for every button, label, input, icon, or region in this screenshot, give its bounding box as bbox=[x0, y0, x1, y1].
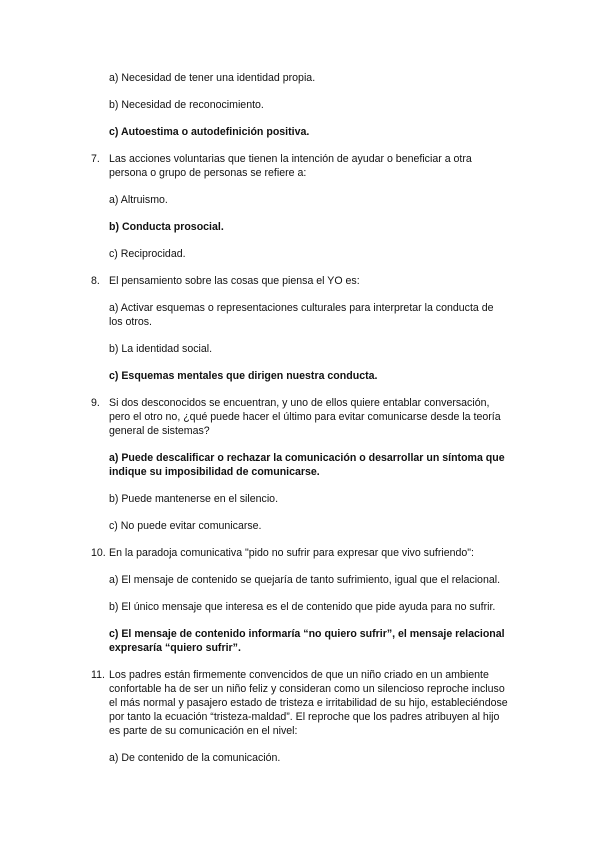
option-b-answer: b) Conducta prosocial. bbox=[109, 221, 224, 233]
question-text: En la paradoja comunicativa "pido no sufrir para expresar que vivo sufriendo": bbox=[109, 547, 474, 559]
option-a: los otros. bbox=[109, 316, 152, 328]
question-text: el más normal y pasajero estado de tristeza e irritabilidad de su hijo, estableciéndose bbox=[109, 697, 508, 709]
option-c: c) No puede evitar comunicarse. bbox=[109, 520, 262, 532]
question-text: por tanto la ecuación “tristeza-maldad”. El reproche que los padres atribuyen al hijo bbox=[109, 711, 500, 723]
option-c-answer: expresaría “quiero sufrir”. bbox=[109, 642, 241, 654]
option-b: b) Puede mantenerse en el silencio. bbox=[109, 493, 279, 505]
option-a: a) El mensaje de contenido se quejaría de tanto sufrimiento, igual que el relacional. bbox=[109, 574, 501, 586]
option-c-answer: c) El mensaje de contenido informaría “no quiero sufrir”, el mensaje relacional bbox=[109, 628, 505, 640]
question-number: 9. bbox=[91, 397, 100, 409]
option-a: a) Altruismo. bbox=[109, 194, 168, 206]
question-text: pero el otro no, ¿qué puede hacer el último para evitar comunicarse desde la teoría bbox=[109, 411, 501, 423]
question-text: El pensamiento sobre las cosas que piensa el YO es: bbox=[109, 275, 360, 287]
option-b: b) Necesidad de reconocimiento. bbox=[109, 99, 264, 111]
question-text: general de sistemas? bbox=[109, 425, 210, 437]
question-number: 8. bbox=[91, 275, 100, 287]
question-number: 10. bbox=[91, 547, 106, 559]
question-text: es parte de su comunicación en el nivel: bbox=[109, 725, 298, 737]
option-a: a) Activar esquemas o representaciones culturales para interpretar la conducta de bbox=[109, 302, 494, 314]
question-text: persona o grupo de personas se refiere a: bbox=[109, 167, 307, 179]
option-c-answer: c) Autoestima o autodefinición positiva. bbox=[109, 126, 310, 138]
option-a: a) Necesidad de tener una identidad propia. bbox=[109, 72, 316, 84]
option-a: a) De contenido de la comunicación. bbox=[109, 752, 281, 764]
option-c-answer: c) Esquemas mentales que dirigen nuestra conducta. bbox=[109, 370, 378, 382]
question-text: Si dos desconocidos se encuentran, y uno de ellos quiere entablar conversación, bbox=[109, 397, 490, 409]
question-text: Las acciones voluntarias que tienen la intención de ayudar o beneficiar a otra bbox=[109, 153, 472, 165]
option-b: b) La identidad social. bbox=[109, 343, 213, 355]
option-a-answer: indique su imposibilidad de comunicarse. bbox=[109, 466, 320, 478]
option-a-answer: a) Puede descalificar o rechazar la comunicación o desarrollar un síntoma que bbox=[109, 452, 505, 464]
option-c: c) Reciprocidad. bbox=[109, 248, 186, 260]
question-text: Los padres están firmemente convencidos de que un niño criado en un ambiente bbox=[109, 669, 489, 681]
question-number: 11. bbox=[91, 669, 105, 681]
question-number: 7. bbox=[91, 153, 100, 165]
option-b: b) El único mensaje que interesa es el de contenido que pide ayuda para no sufrir. bbox=[109, 601, 496, 613]
question-text: confortable ha de ser un niño feliz y consideran como un silencioso reproche incluso bbox=[109, 683, 505, 695]
